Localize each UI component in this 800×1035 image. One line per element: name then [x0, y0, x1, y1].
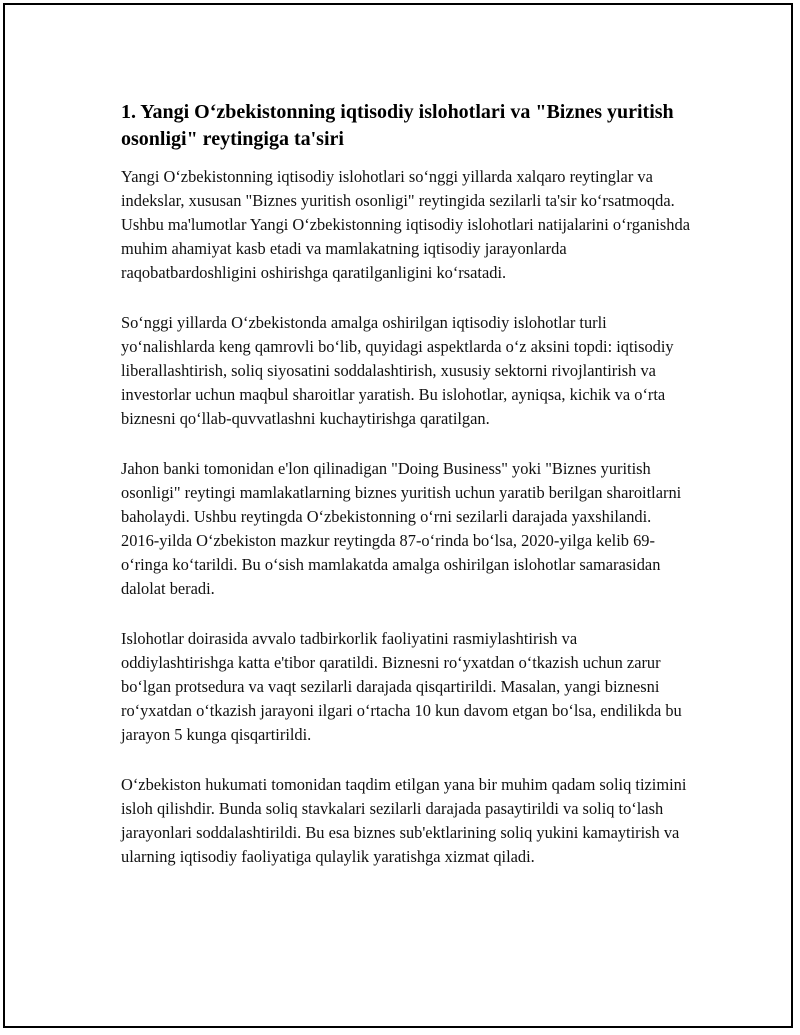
paragraph-4: Islohotlar doirasida avvalo tadbirkorlik faoliyatini rasmiylashtirish va oddiylashtirishga katta e'tibor qaratildi. Biznesni ro‘yxatdan o‘tkazish uchun zarur bo‘lgan protsedura va vaqt sezilarli darajada qisqartirildi. Masalan, yangi biznesni ro‘yxatdan o‘tkazish jarayoni ilgari o‘rtacha 10 kun davom etgan bo‘lsa, endilikda bu jarayon 5 kunga qisqartirildi. — [121, 629, 682, 744]
section-heading: 1. Yangi O‘zbekistonning iqtisodiy islohotlari va "Biznes yuritish osonligi" reytingiga ta'siri — [121, 101, 674, 150]
paragraph-5: O‘zbekiston hukumati tomonidan taqdim etilgan yana bir muhim qadam soliq tizimini isloh qilishdir. Bunda soliq stavkalari sezilarli darajada pasaytirildi va soliq to‘lash jarayonlari soddalashtirildi. Bu esa biznes sub'ektlarining soliq yukini kamaytirish va ularning iqtisodiy faoliyatiga qulaylik yaratishga xizmat qiladi. — [121, 775, 687, 866]
page-frame — [3, 3, 793, 1028]
paragraph-1: Yangi O‘zbekistonning iqtisodiy islohotlari so‘nggi yillarda xalqaro reytinglar va indekslar, xususan "Biznes yuritish osonligi" reytingida sezilarli ta'sir ko‘rsatmoqda. Ushbu ma'lumotlar Yangi O‘zbekistonning iqtisodiy islohotlari natijalarini o‘rganishda muhim ahamiyat kasb etadi va mamlakatning iqtisodiy jarayonlarda raqobatbardoshligini oshirishga qaratilganligini ko‘rsatadi. — [121, 167, 690, 282]
document-body — [121, 99, 691, 895]
paragraph-3: Jahon banki tomonidan e'lon qilinadigan "Doing Business" yoki "Biznes yuritish osonligi" reytingi mamlakatlarning biznes yuritish uchun yaratib berilgan sharoitlarni baholaydi. Ushbu reytingda O‘zbekistonning o‘rni sezilarli darajada yaxshilandi. 2016-yilda O‘zbekiston mazkur reytingda 87-o‘rinda bo‘lsa, 2020-yilga kelib 69-o‘ringa ko‘tarildi. Bu o‘sish mamlakatda amalga oshirilgan islohotlar samarasidan dalolat beradi. — [121, 459, 682, 598]
paragraph-2: So‘nggi yillarda O‘zbekistonda amalga oshirilgan iqtisodiy islohotlar turli yo‘nalishlarda keng qamrovli bo‘lib, quyidagi aspektlarda o‘z aksini topdi: iqtisodiy liberallashtirish, soliq siyosatini soddalashtirish, xususiy sektorni rivojlantirish va investorlar uchun maqbul sharoitlar yaratish. Bu islohotlar, ayniqsa, kichik va o‘rta biznesni qo‘llab-quvvatlashni kuchaytirishga qaratilgan. — [121, 313, 674, 428]
